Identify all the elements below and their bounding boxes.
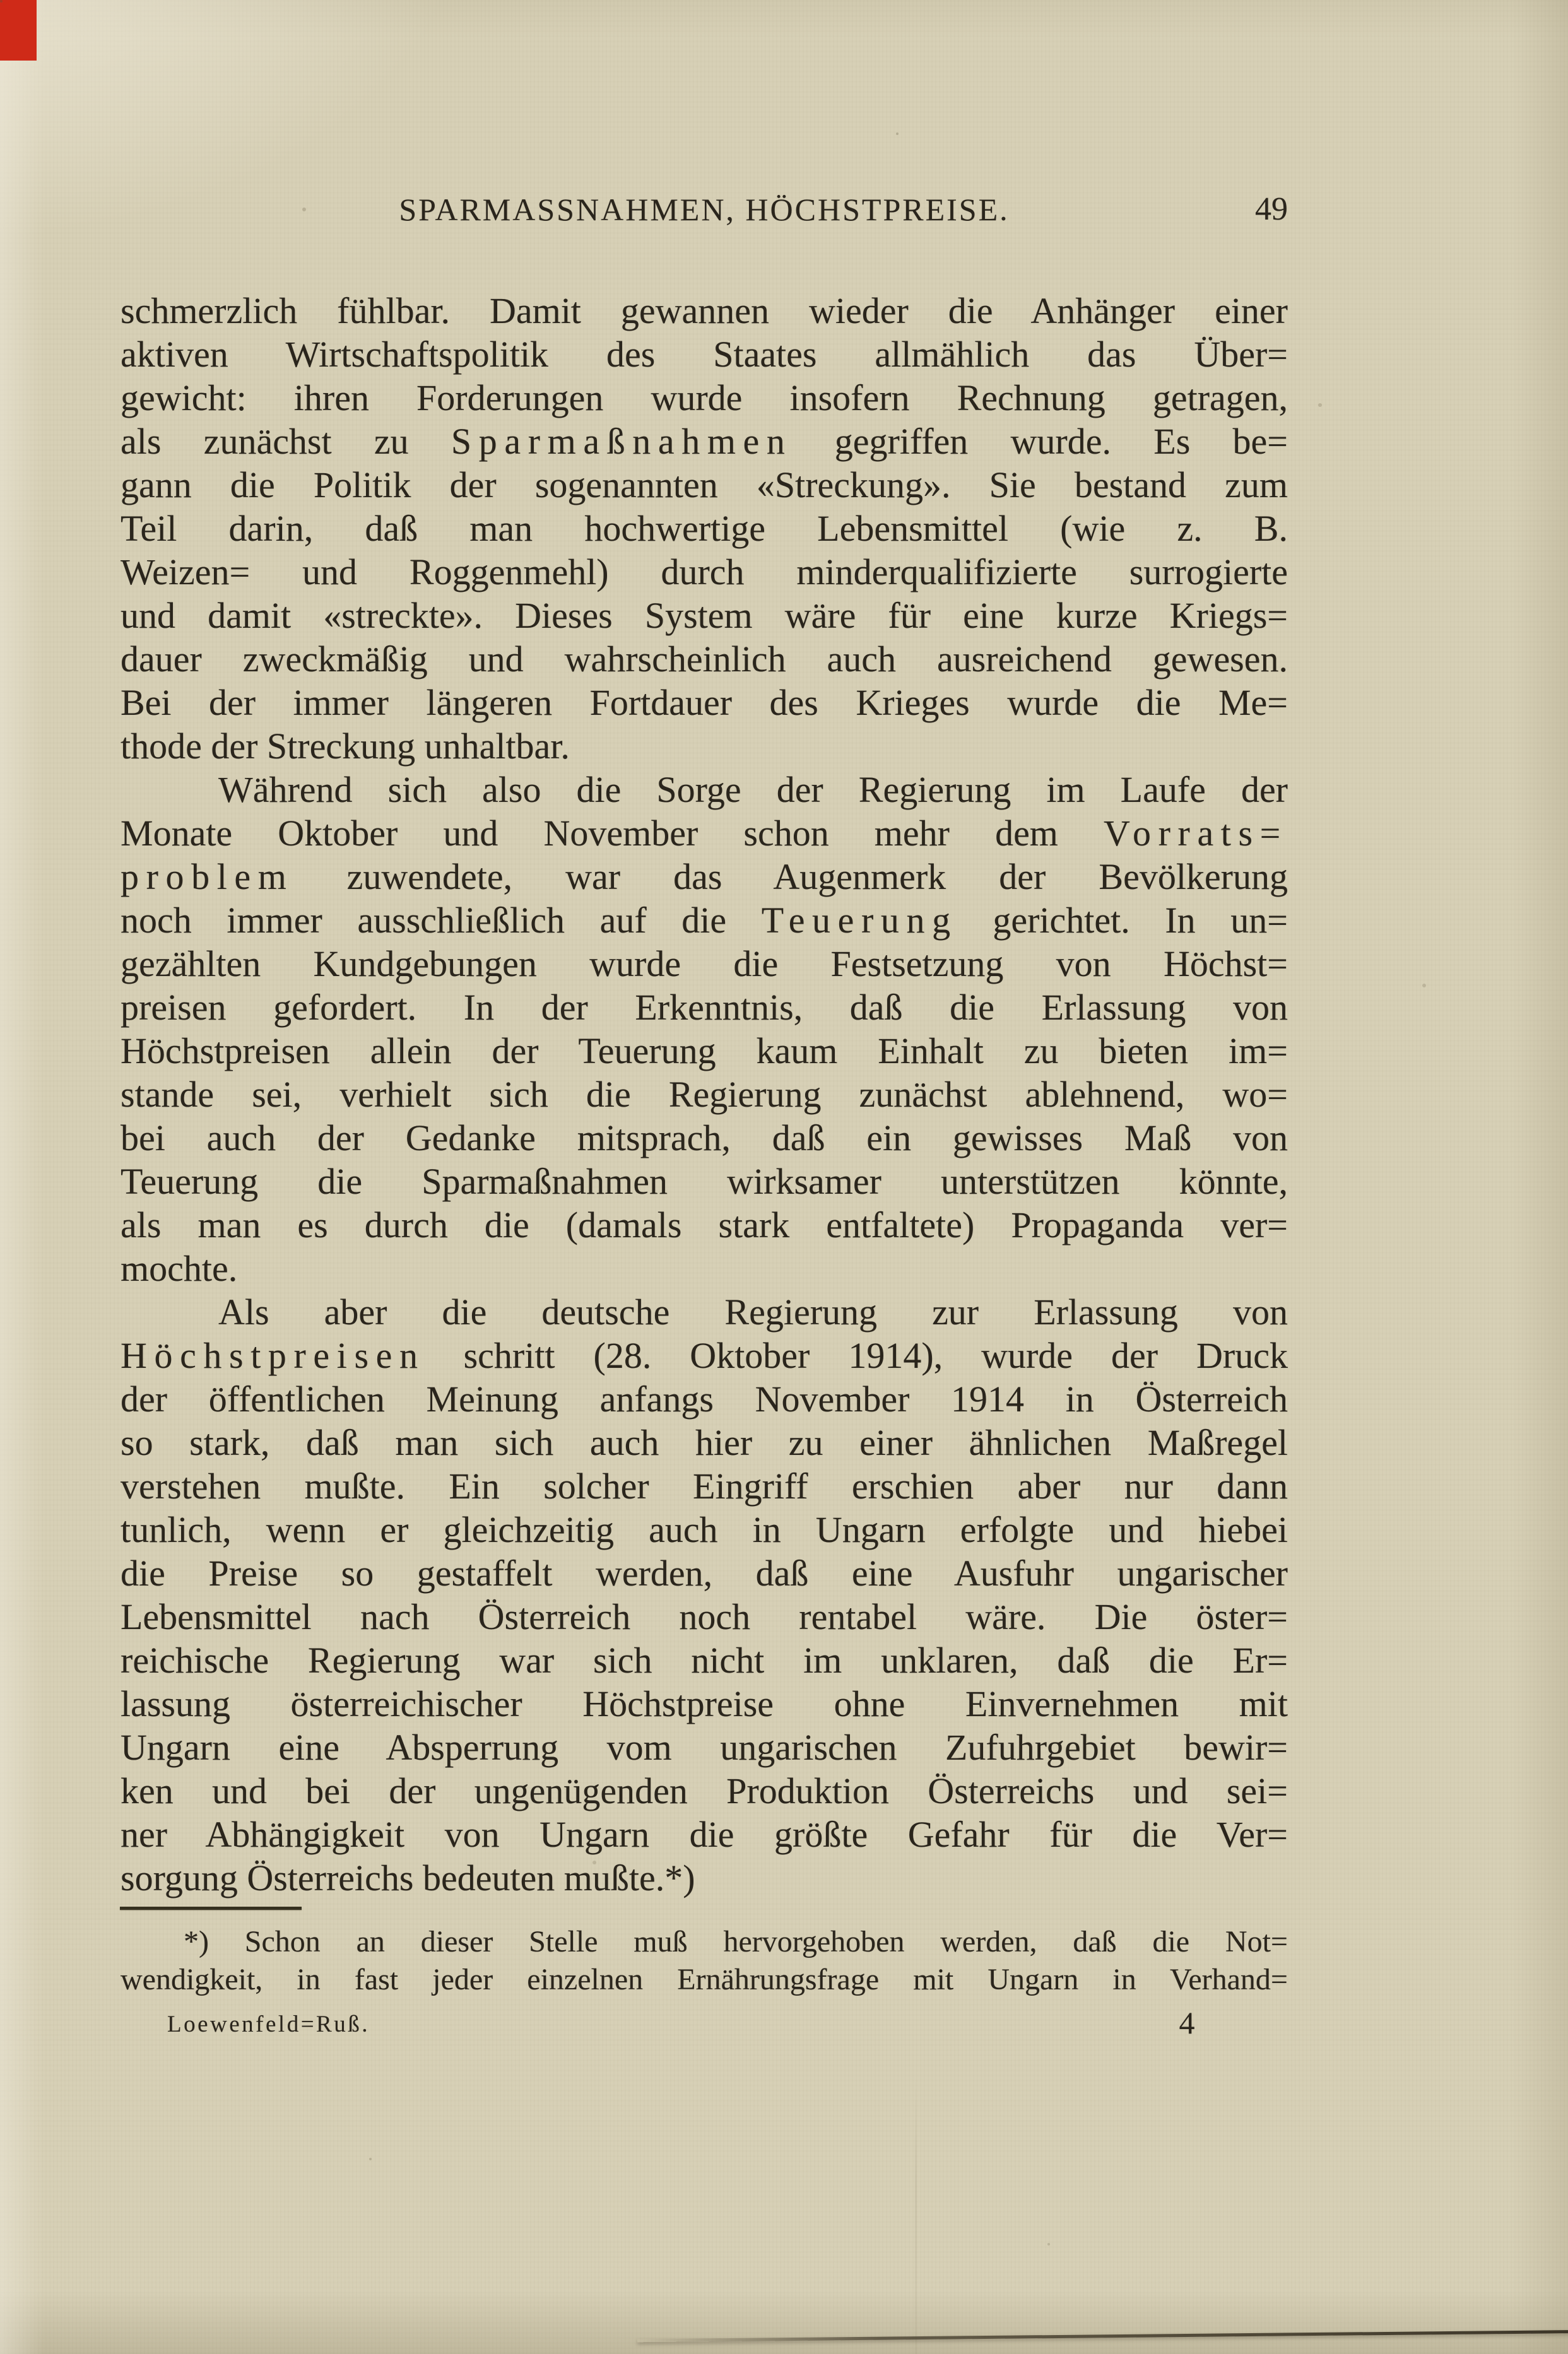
footnote-line: *) Schon an dieser Stelle muß hervorgehoben werden, daß die Not= xyxy=(184,1925,1288,1958)
body-line: lassung österreichischer Höchstpreise ohne Einvernehmen mit xyxy=(121,1683,1288,1724)
body-line: ner Abhängigkeit von Ungarn die größte Gefahr für die Ver= xyxy=(121,1814,1288,1855)
letterspaced-word: problem xyxy=(121,856,294,897)
body-line: gezählten Kundgebungen wurde die Festsetzung von Höchst= xyxy=(121,943,1288,984)
body-line: als man es durch die (damals stark entfaltete) Propaganda ver= xyxy=(121,1204,1288,1245)
body-line: Teil darin, daß man hochwertige Lebensmittel (wie z. B. xyxy=(121,508,1288,549)
footnote-line: wendigkeit, in fast jeder einzelnen Ernährungsfrage mit Ungarn in Verhand= xyxy=(121,1963,1288,1996)
body-line: Bei der immer längeren Fortdauer des Krieges wurde die Me= xyxy=(121,682,1288,723)
body-line: bei auch der Gedanke mitsprach, daß ein gewisses Maß von xyxy=(121,1117,1288,1158)
body-line: Teuerung die Sparmaßnahmen wirksamer unterstützen könnte, xyxy=(121,1161,1288,1202)
body-line: und damit «streckte». Dieses System wäre für eine kurze Kriegs= xyxy=(121,595,1288,636)
body-line: Höchstpreisen schritt (28. Oktober 1914), wurde der Druck xyxy=(121,1335,1288,1376)
body-line: Höchstpreisen allein der Teuerung kaum Einhalt zu bieten im= xyxy=(121,1030,1288,1071)
red-corner-marker xyxy=(0,0,37,61)
letterspaced-word: Sparmaßnahmen xyxy=(451,421,793,462)
paper-crease xyxy=(915,2076,917,2354)
body-line: tunlich, wenn er gleichzeitig auch in Ungarn erfolgte und hiebei xyxy=(121,1509,1288,1550)
body-text xyxy=(121,289,1288,1900)
body-line: die Preise so gestaffelt werden, daß eine Ausfuhr ungarischer xyxy=(121,1553,1288,1594)
paper-specks xyxy=(0,0,3,3)
letterspaced-word: Vorrats= xyxy=(1104,813,1288,854)
letterspaced-word: Teuerung xyxy=(761,900,958,941)
body-line: Als aber die deutsche Regierung zur Erlassung von xyxy=(218,1292,1288,1333)
body-line: gann die Politik der sogenannten «Streckung». Sie bestand zum xyxy=(121,464,1288,505)
running-header xyxy=(121,189,1288,230)
body-line: stande sei, verhielt sich die Regierung zunächst ablehnend, wo= xyxy=(121,1074,1288,1115)
body-line: mochte. xyxy=(121,1248,238,1289)
body-line: der öffentlichen Meinung anfangs November 1914 in Österreich xyxy=(121,1379,1288,1420)
body-line: aktiven Wirtschaftspolitik des Staates allmählich das Über= xyxy=(121,334,1288,375)
body-line: reichische Regierung war sich nicht im unklaren, daß die Er= xyxy=(121,1640,1288,1681)
body-line: Weizen= und Roggenmehl) durch minderqualifizierte surrogierte xyxy=(121,551,1288,592)
letterspaced-word: Höchstpreisen xyxy=(121,1335,425,1376)
body-line: Während sich also die Sorge der Regierung im Laufe der xyxy=(218,769,1288,810)
running-header-title: SPARMASSNAHMEN, HÖCHSTPREISE. xyxy=(399,192,1010,227)
body-line: sorgung Österreichs bedeuten mußte.*) xyxy=(121,1857,695,1898)
body-line: ken und bei der ungenügenden Produktion Österreichs und sei= xyxy=(121,1770,1288,1811)
body-line: thode der Streckung unhaltbar. xyxy=(121,726,570,767)
body-line: preisen gefordert. In der Erkenntnis, daß die Erlassung von xyxy=(121,987,1288,1028)
footer xyxy=(121,2005,1288,2042)
body-line: gewicht: ihren Forderungen wurde insofern Rechnung getragen, xyxy=(121,377,1288,418)
body-line: so stark, daß man sich auch hier zu einer ähnlichen Maßregel xyxy=(121,1422,1288,1463)
body-line: schmerzlich fühlbar. Damit gewannen wieder die Anhänger einer xyxy=(121,290,1288,331)
body-line: noch immer ausschließlich auf die Teuerung gerichtet. In un= xyxy=(121,900,1288,941)
body-line: problem zuwendete, war das Augenmerk der Bevölkerung xyxy=(121,856,1288,897)
page-bottom-edge-shadow xyxy=(637,2330,1568,2343)
page-number: 49 xyxy=(1255,191,1288,227)
body-line: Ungarn eine Absperrung vom ungarischen Zufuhrgebiet bewir= xyxy=(121,1727,1288,1768)
footnote xyxy=(121,1923,1288,1999)
footnote-rule xyxy=(120,1907,302,1910)
body-line: dauer zweckmäßig und wahrscheinlich auch ausreichend gewesen. xyxy=(121,639,1288,680)
body-line: Monate Oktober und November schon mehr dem Vorrats= xyxy=(121,813,1288,854)
body-line: als zunächst zu Sparmaßnahmen gegriffen wurde. Es be= xyxy=(121,421,1288,462)
printer-signature: Loewenfeld=Ruß. xyxy=(167,2011,370,2037)
body-line: verstehen mußte. Ein solcher Eingriff erschien aber nur dann xyxy=(121,1466,1288,1507)
body-line: Lebensmittel nach Österreich noch rentabel wäre. Die öster= xyxy=(121,1596,1288,1637)
sheet-number: 4 xyxy=(1179,2005,1195,2040)
